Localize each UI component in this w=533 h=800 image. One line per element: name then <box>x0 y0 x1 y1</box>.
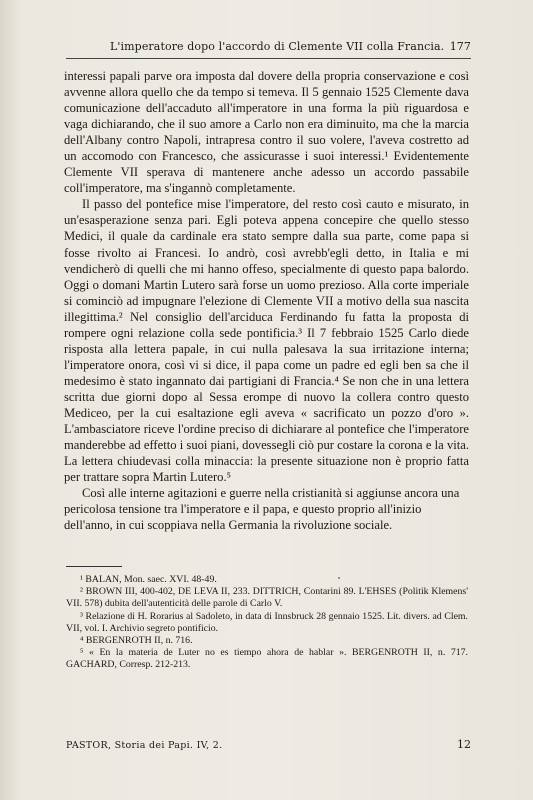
header-rule <box>66 58 471 59</box>
paragraph-2: Il passo del pontefice mise l'imperatore, del resto così cauto e misurato, in un'esasperazione senza pari. Egli poteva appena concepire che quello stesso Medici, il quale da cardinale era stato sempre dalla sua parte, come papa si fosse rivolto ai Francesi. Io andrò, così avrebb'egli detto, in Italia e mi vendicherò di quelli che mi hanno offeso, specialmente di questo papa balordo. Oggi o domani Martin Lutero sarà forse un uomo prezioso. Alla corte imperiale si cominciò ad impugnare l'elezione di Clemente VII a motivo della sua nascita illegittima.² Nel consiglio dell'arciduca Ferdinando fu fatta la proposta di rompere ogni relazione colla sede pontificia.³ Il 7 febbraio 1525 Carlo diede risposta alla lettera papale, in cui nulla palesava la sua irritazione interna; l'imperatore onora, così vi si dice, il papa come un padre ed egli ben sa che il medesimo è stato ingannato dai partigiani di Francia.⁴ Se non che in una lettera scritta due giorni dopo al Sessa erompe di nuovo la collera contro questo Mediceo, per la cui esaltazione egli aveva « sacrificato un pozzo d'oro ». L'ambasciatore riceve l'ordine preciso di dichiarare al pontefice che l'imperatore manderebbe ad effetto i suoi piani, dovessegli ciò pur costare la corona e la vita. La lettera chiudevasi colla minaccia: la presente situazione non è proprio fatta per trattare sopra Martin Lutero.⁵ <box>64 197 469 485</box>
paragraph-3: Così alle interne agitazioni e guerre nella cristianità si aggiunse ancora una pericolosa tensione tra l'imperatore e il papa, e questo proprio all'inizio dell'anno, in cui scoppiava nella Germania la rivoluzione sociale. <box>64 486 460 533</box>
footnote-2: ² BROWN III, 400-402, DE LEVA II, 233. DITTRICH, Contarini 89. L'EHSES (Politik Klemens' VII. 578) dubita dell'autenticità delle parole di Carlo V. <box>66 586 468 610</box>
footnote-3: ³ Relazione di H. Rorarius al Sadoleto, in data di Innsbruck 28 gennaio 1525. Lit. divers. ad Clem. VII, vol. I. Archivio segreto pontificio. <box>66 610 468 634</box>
main-text <box>64 68 469 533</box>
page-footer <box>66 738 471 754</box>
footnote-4: ⁴ BERGENROTH II, n. 716. <box>80 635 193 647</box>
ink-speck <box>338 577 340 579</box>
footnote-1: ¹ BALAN, Mon. saec. XVI. 48-49. <box>80 574 217 585</box>
footnote-5: ⁵ « En la materia de Luter no es tiempo ahora de hablar ». BERGENROTH II, n. 717. GACHARD, Corresp. 212-213. <box>66 647 468 671</box>
footnotes <box>66 574 468 672</box>
page-number: 177 <box>449 40 471 53</box>
running-title: L'imperatore dopo l'accordo di Clemente VII colla Francia. <box>110 40 445 53</box>
running-head <box>66 38 471 56</box>
footnote-rule <box>66 566 122 567</box>
paragraph-1: interessi papali parve ora imposta dal dovere della propria conservazione e così avvenne allora quello che da tempo si temeva. Il 5 gennaio 1525 Clemente dava comunicazione dell'accaduto all'imperatore in una forma la più riguardosa e vaga dichiarando, che il suo amore a Carlo non era diminuito, ma che la marcia dell'Albany contro Napoli, intrapresa contro il suo volere, l'aveva costretto ad un accomodo con Francesco, che assicurasse i suoi interessi.¹ Evidentemente Clemente VII sperava di mantenere anche adesso un accordo passabile coll'imperatore, ma s'ingannò completamente. <box>64 69 469 196</box>
footer-source: PASTOR, Storia dei Papi. IV, 2. <box>66 740 223 751</box>
signature-number: 12 <box>457 738 471 751</box>
